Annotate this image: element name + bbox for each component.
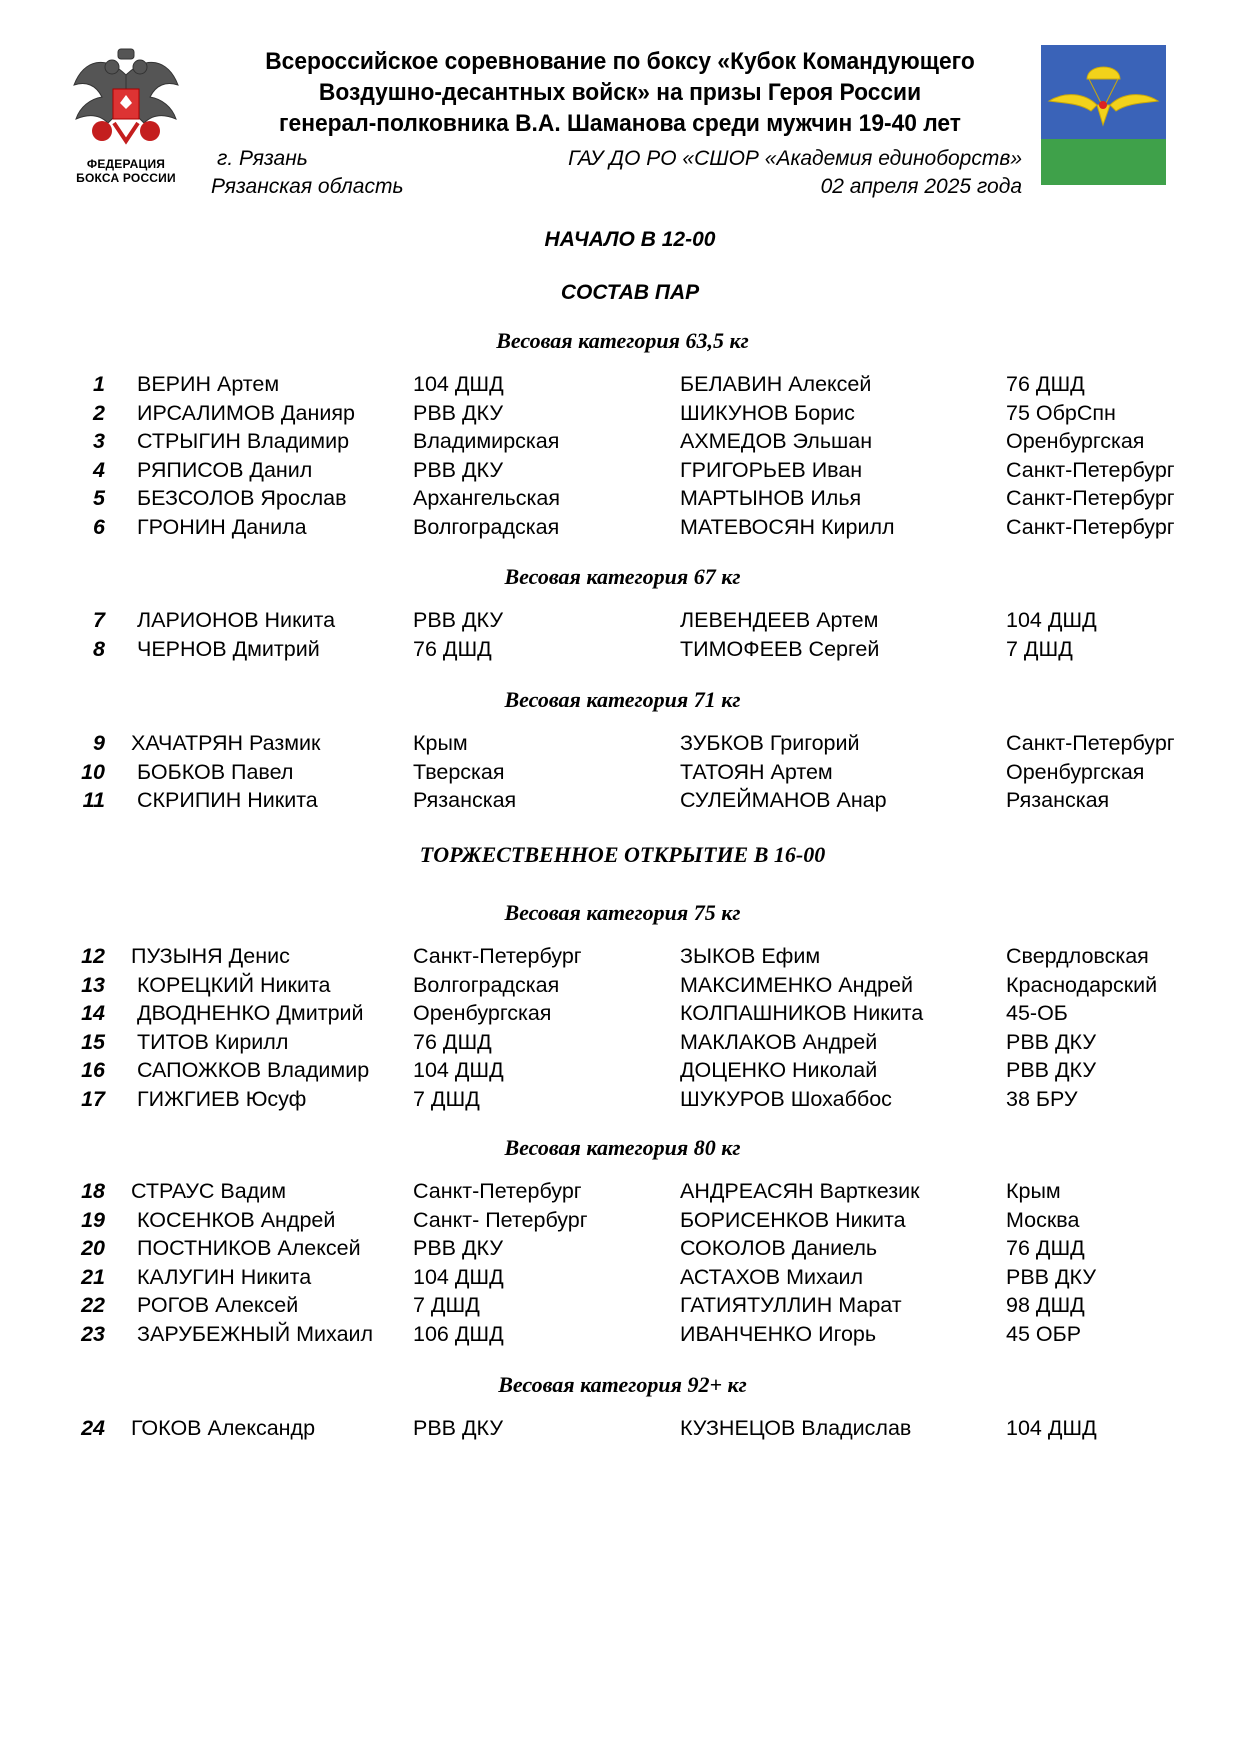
boxer-1-team: 7 ДШД	[413, 1293, 480, 1318]
pair-number: 7	[93, 608, 105, 632]
boxer-2-name: МАРТЫНОВ Илья	[680, 486, 862, 511]
boxer-2-team: РВВ ДКУ	[1006, 1058, 1096, 1083]
event-date: 02 апреля 2025 года	[820, 175, 1022, 198]
boxer-1-name: БЕЗСОЛОВ Ярослав	[137, 486, 347, 511]
title-line-3: генерал-полковника В.А. Шаманова среди мужчин 19-40 лет	[279, 110, 961, 137]
weight-category-heading: Весовая категория 92+ кг	[498, 1372, 747, 1397]
boxer-2-team: 104 ДШД	[1006, 1416, 1097, 1440]
boxer-1-name: СКРИПИН Никита	[137, 788, 318, 813]
pair-number: 17	[81, 1087, 105, 1111]
pair-number: 2	[93, 400, 105, 425]
pair-row	[0, 1085, 1240, 1113]
boxer-1-team: Санкт- Петербург	[413, 1207, 588, 1232]
boxer-1-name: ГИЖГИЕВ Юсуф	[137, 1087, 307, 1111]
boxer-2-name: БЕЛАВИН Алексей	[680, 372, 872, 396]
boxer-2-team: Санкт-Петербург	[1006, 515, 1175, 539]
weight-category-heading: Весовая категория 75 кг	[504, 900, 741, 925]
boxer-1-name: ЗАРУБЕЖНЫЙ Михаил	[137, 1322, 374, 1346]
boxer-1-team: 76 ДШД	[413, 636, 492, 661]
pair-row	[0, 1234, 1240, 1262]
boxer-1-name: КОСЕНКОВ Андрей	[137, 1207, 336, 1232]
boxer-2-team: Санкт-Петербург	[1006, 486, 1175, 511]
boxer-2-name: СОКОЛОВ Даниель	[680, 1236, 878, 1261]
pair-number: 20	[81, 1236, 105, 1261]
boxer-1-name: КАЛУГИН Никита	[137, 1264, 312, 1289]
federation-name: ФЕДЕРАЦИЯ БОКСА РОССИИ	[76, 157, 176, 185]
boxer-2-team: Краснодарский	[1006, 972, 1158, 997]
boxer-1-team: Волгоградская	[413, 515, 560, 539]
boxer-1-team: 104 ДШД	[413, 1264, 504, 1289]
boxer-1-name: ТИТОВ Кирилл	[137, 1029, 289, 1054]
double-headed-eagle-icon	[66, 45, 186, 155]
boxer-2-team: Санкт-Петербург	[1006, 457, 1175, 482]
boxer-1-name: ХАЧАТРЯН Размик	[131, 731, 321, 755]
boxer-2-name: ИВАНЧЕНКО Игорь	[680, 1322, 877, 1346]
pair-number: 16	[81, 1058, 105, 1083]
pair-row	[0, 729, 1240, 757]
boxer-2-name: ЗЫКОВ Ефим	[680, 944, 821, 968]
pair-row	[0, 1320, 1240, 1348]
boxer-1-team: РВВ ДКУ	[413, 1236, 503, 1261]
boxer-1-name: САПОЖКОВ Владимир	[137, 1058, 370, 1083]
weight-category-heading: Весовая категория 80 кг	[504, 1135, 741, 1160]
pair-number: 24	[81, 1416, 105, 1440]
city: г. Рязань	[217, 147, 308, 170]
boxer-2-name: МАКСИМЕНКО Андрей	[680, 972, 913, 997]
pair-number: 14	[81, 1001, 105, 1026]
boxer-2-team: Санкт-Петербург	[1006, 731, 1175, 755]
pair-number: 6	[93, 515, 105, 539]
pair-row	[0, 606, 1240, 634]
boxer-1-team: 76 ДШД	[413, 1029, 492, 1054]
pair-number: 15	[81, 1029, 105, 1054]
airborne-flag-icon	[1041, 45, 1166, 185]
boxer-2-team: Крым	[1006, 1179, 1061, 1203]
pair-number: 3	[93, 429, 105, 454]
boxer-2-team: РВВ ДКУ	[1006, 1029, 1096, 1054]
boxer-1-name: ДВОДНЕНКО Дмитрий	[137, 1001, 364, 1026]
boxer-2-team: 75 ОбрСпн	[1006, 400, 1116, 425]
boxer-1-team: Владимирская	[413, 429, 560, 454]
pair-number: 11	[82, 788, 105, 813]
boxer-2-team: 76 ДШД	[1006, 1236, 1085, 1261]
boxer-2-name: ТАТОЯН Артем	[680, 759, 833, 784]
opening-ceremony: ТОРЖЕСТВЕННОЕ ОТКРЫТИЕ В 16-00	[419, 842, 826, 867]
boxer-2-team: Оренбургская	[1006, 759, 1145, 784]
boxer-2-team: Свердловская	[1006, 944, 1149, 968]
boxer-1-name: СТРАУС Вадим	[131, 1179, 287, 1203]
boxer-2-name: ШИКУНОВ Борис	[680, 400, 855, 425]
boxer-2-team: Рязанская	[1006, 788, 1110, 813]
pair-row	[0, 399, 1240, 427]
boxer-2-name: ЛЕВЕНДЕЕВ Артем	[680, 608, 879, 632]
pair-number: 4	[93, 457, 105, 482]
boxer-1-name: СТРЫГИН Владимир	[137, 429, 350, 454]
boxer-2-name: КОЛПАШНИКОВ Никита	[680, 1001, 924, 1026]
boxer-2-team: 45-ОБ	[1006, 1001, 1068, 1026]
boxer-2-name: ЗУБКОВ Григорий	[680, 731, 860, 755]
pair-row	[0, 370, 1240, 398]
pair-row	[0, 1177, 1240, 1205]
boxer-2-team: 45 ОБР	[1006, 1322, 1082, 1346]
pair-number: 10	[81, 759, 105, 784]
boxer-2-name: ТИМОФЕЕВ Сергей	[680, 636, 880, 661]
boxer-1-name: ПУЗЫНЯ Денис	[131, 944, 290, 968]
boxer-1-team: Санкт-Петербург	[413, 944, 582, 968]
weight-category-heading: Весовая категория 71 кг	[504, 687, 741, 712]
boxer-1-name: ВЕРИН Артем	[137, 372, 280, 396]
boxer-2-team: РВВ ДКУ	[1006, 1264, 1096, 1289]
boxer-1-team: Волгоградская	[413, 972, 560, 997]
pair-row	[0, 786, 1240, 814]
boxer-1-team: 7 ДШД	[413, 1087, 480, 1111]
boxer-1-team: Архангельская	[413, 486, 560, 511]
pairs-title: СОСТАВ ПАР	[560, 281, 700, 304]
pair-row	[0, 1206, 1240, 1234]
pair-number: 1	[93, 372, 105, 396]
boxer-1-team: 106 ДШД	[413, 1322, 504, 1346]
pair-row	[0, 1263, 1240, 1291]
boxer-1-name: КОРЕЦКИЙ Никита	[137, 972, 331, 997]
pair-number: 9	[93, 731, 105, 755]
boxer-2-name: СУЛЕЙМАНОВ Анар	[680, 788, 887, 813]
start-time: НАЧАЛО В 12-00	[544, 228, 716, 251]
pair-row	[0, 427, 1240, 455]
boxer-2-name: АХМЕДОВ Эльшан	[680, 429, 873, 454]
pair-row	[0, 513, 1240, 541]
pair-row	[0, 484, 1240, 512]
weight-category-heading: Весовая категория 67 кг	[504, 564, 741, 589]
boxer-1-team: Тверская	[413, 759, 505, 784]
boxer-2-name: ГРИГОРЬЕВ Иван	[680, 457, 863, 482]
boxer-1-name: ЛАРИОНОВ Никита	[137, 608, 336, 632]
pair-row	[0, 971, 1240, 999]
boxer-1-name: ГОКОВ Александр	[131, 1416, 316, 1440]
boxer-1-team: Крым	[413, 731, 468, 755]
boxer-1-team: РВВ ДКУ	[413, 608, 503, 632]
title-line-1: Всероссийское соревнование по боксу «Кубок Командующего	[265, 48, 975, 75]
pair-number: 13	[81, 972, 105, 997]
boxer-2-team: 104 ДШД	[1006, 608, 1097, 632]
boxer-2-team: Оренбургская	[1006, 429, 1145, 454]
pair-number: 19	[81, 1207, 105, 1232]
boxer-1-team: РВВ ДКУ	[413, 400, 503, 425]
boxer-1-name: РЯПИСОВ Данил	[137, 457, 313, 482]
boxer-2-name: ДОЦЕНКО Николай	[680, 1058, 878, 1083]
boxer-2-team: 76 ДШД	[1006, 372, 1085, 396]
boxer-2-team: 38 БРУ	[1006, 1087, 1078, 1111]
boxer-2-name: МАКЛАКОВ Андрей	[680, 1029, 878, 1054]
boxer-1-team: 104 ДШД	[413, 372, 504, 396]
title-line-2: Воздушно-десантных войск» на призы Героя России	[318, 79, 922, 106]
pair-row	[0, 758, 1240, 786]
boxing-federation-logo	[66, 45, 186, 185]
boxer-1-name: ПОСТНИКОВ Алексей	[137, 1236, 361, 1261]
region: Рязанская область	[211, 175, 404, 198]
boxer-2-name: ШУКУРОВ Шохаббос	[680, 1087, 892, 1111]
boxer-1-team: РВВ ДКУ	[413, 457, 503, 482]
weight-category-heading: Весовая категория 63,5 кг	[496, 328, 749, 353]
boxer-2-name: БОРИСЕНКОВ Никита	[680, 1207, 906, 1232]
boxer-2-name: АНДРЕАСЯН Варткезик	[680, 1179, 920, 1203]
pair-row	[0, 1414, 1240, 1442]
pair-row	[0, 1056, 1240, 1084]
boxer-2-name: МАТЕВОСЯН Кирилл	[680, 515, 895, 539]
pair-row	[0, 942, 1240, 970]
boxer-1-name: БОБКОВ Павел	[137, 759, 294, 784]
boxer-2-name: КУЗНЕЦОВ Владислав	[680, 1416, 912, 1440]
pair-row	[0, 456, 1240, 484]
boxer-1-team: Рязанская	[413, 788, 517, 813]
pair-number: 21	[81, 1264, 105, 1289]
boxer-1-team: Санкт-Петербург	[413, 1179, 582, 1203]
pair-row	[0, 1028, 1240, 1056]
boxer-1-team: Оренбургская	[413, 1001, 552, 1026]
pair-number: 23	[81, 1322, 105, 1346]
pair-number: 12	[81, 944, 105, 968]
boxer-2-team: 7 ДШД	[1006, 636, 1073, 661]
boxer-2-team: 98 ДШД	[1006, 1293, 1085, 1318]
boxer-1-name: РОГОВ Алексей	[137, 1293, 299, 1318]
pair-row	[0, 999, 1240, 1027]
pair-number: 22	[81, 1293, 105, 1318]
boxer-2-team: Москва	[1006, 1207, 1080, 1232]
pair-number: 8	[93, 636, 105, 661]
boxer-1-name: ГРОНИН Данила	[137, 515, 307, 539]
competition-title	[229, 46, 1010, 139]
boxer-1-name: ЧЕРНОВ Дмитрий	[137, 636, 320, 661]
boxer-1-team: 104 ДШД	[413, 1058, 504, 1083]
boxer-2-name: АСТАХОВ Михаил	[680, 1264, 864, 1289]
pair-row	[0, 635, 1240, 663]
pair-row	[0, 1291, 1240, 1319]
venue: ГАУ ДО РО «СШОР «Академия единоборств»	[568, 147, 1022, 170]
pair-number: 5	[93, 486, 105, 511]
boxer-2-name: ГАТИЯТУЛЛИН Марат	[680, 1293, 902, 1318]
boxer-1-name: ИРСАЛИМОВ Данияр	[137, 400, 355, 425]
pair-number: 18	[81, 1179, 105, 1203]
boxer-1-team: РВВ ДКУ	[413, 1416, 503, 1440]
